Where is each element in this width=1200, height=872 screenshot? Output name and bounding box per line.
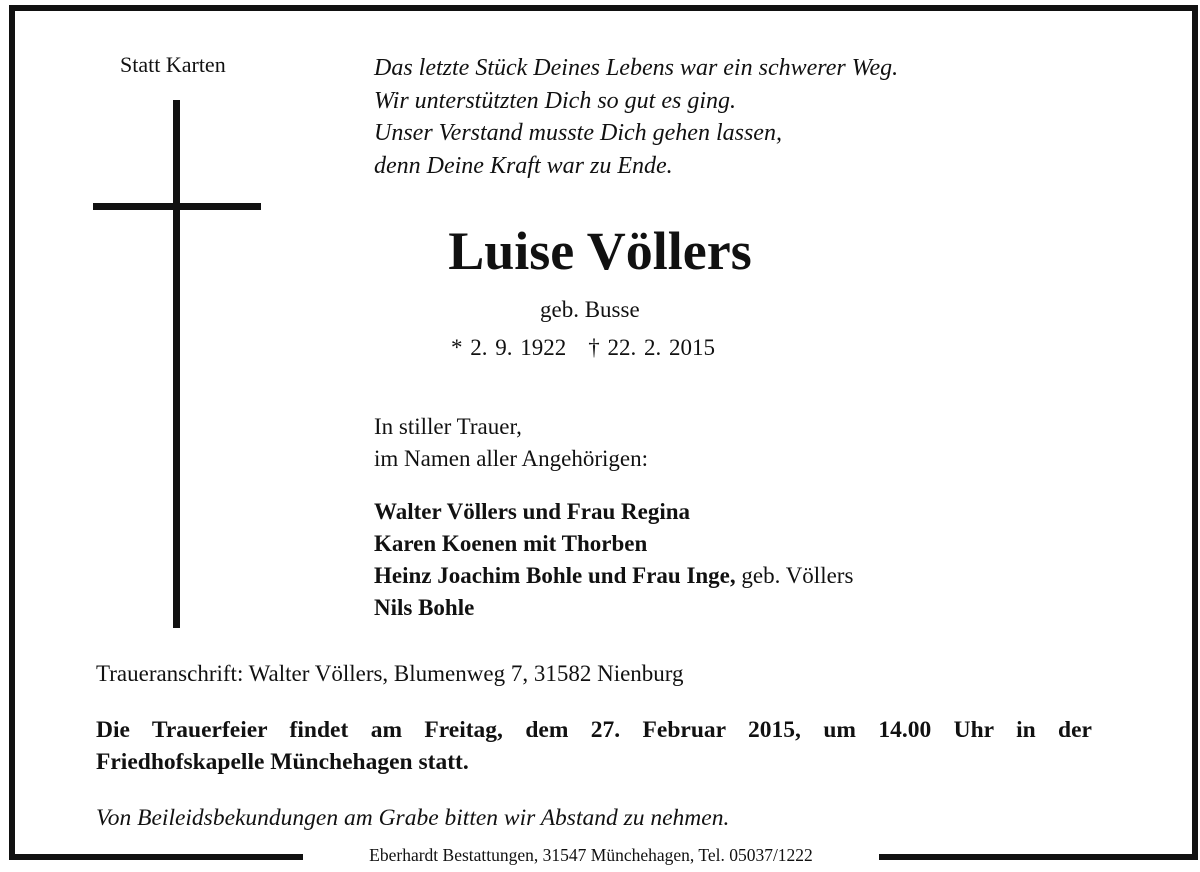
funeral-home-footer: Eberhardt Bestattungen, 31547 Münchehagen, Tel. 05037/1222: [303, 838, 879, 872]
family-member-name: Walter Völlers und Frau Regina: [374, 499, 691, 524]
funeral-service-info: [96, 714, 1092, 778]
family-member-name: Heinz Joachim Bohle und Frau Inge,: [374, 563, 736, 588]
mourning-address: Traueranschrift: Walter Völlers, Blumenweg 7, 31582 Nienburg: [96, 661, 684, 686]
family-member: [374, 496, 853, 528]
birth-date: * 2. 9. 1922: [451, 335, 567, 360]
family-member-name: Karen Koenen mit Thorben: [374, 531, 648, 556]
deceased-name: Luise Völlers: [448, 221, 752, 281]
family-member-suffix: geb. Völlers: [735, 563, 854, 588]
life-dates: [451, 335, 715, 361]
condolence-note: Von Beileidsbekundungen am Grabe bitten wir Abstand zu nehmen.: [96, 805, 730, 831]
family-member: [374, 592, 853, 624]
mourning-intro: [374, 411, 648, 475]
statt-karten-label: Statt Karten: [120, 52, 226, 77]
cross-icon-bar: [93, 203, 261, 210]
death-date: † 22. 2. 2015: [588, 335, 715, 360]
family-member-name: Nils Bohle: [374, 595, 475, 620]
memorial-poem: [374, 52, 898, 182]
poem-line: Das letzte Stück Deines Lebens war ein schwerer Weg.: [374, 55, 899, 81]
service-line: Die Trauerfeier findet am Freitag, dem 27. Februar 2015, um 14.00 Uhr in der: [96, 717, 1092, 743]
mourning-intro-line: In stiller Trauer,: [374, 414, 522, 439]
birth-name: geb. Busse: [540, 297, 640, 322]
family-member: [374, 528, 853, 560]
poem-line: denn Deine Kraft war zu Ende.: [374, 152, 673, 179]
family-list: [374, 496, 853, 624]
poem-line: Wir unterstützten Dich so gut es ging.: [374, 87, 736, 114]
family-member: [374, 560, 853, 592]
cross-icon: [173, 100, 180, 628]
service-line: Friedhofskapelle Münchehagen statt.: [96, 749, 469, 775]
deceased-name-block: [0, 220, 1200, 282]
mourning-intro-line: im Namen aller Angehörigen:: [374, 446, 649, 471]
poem-line: Unser Verstand musste Dich gehen lassen,: [374, 120, 782, 146]
